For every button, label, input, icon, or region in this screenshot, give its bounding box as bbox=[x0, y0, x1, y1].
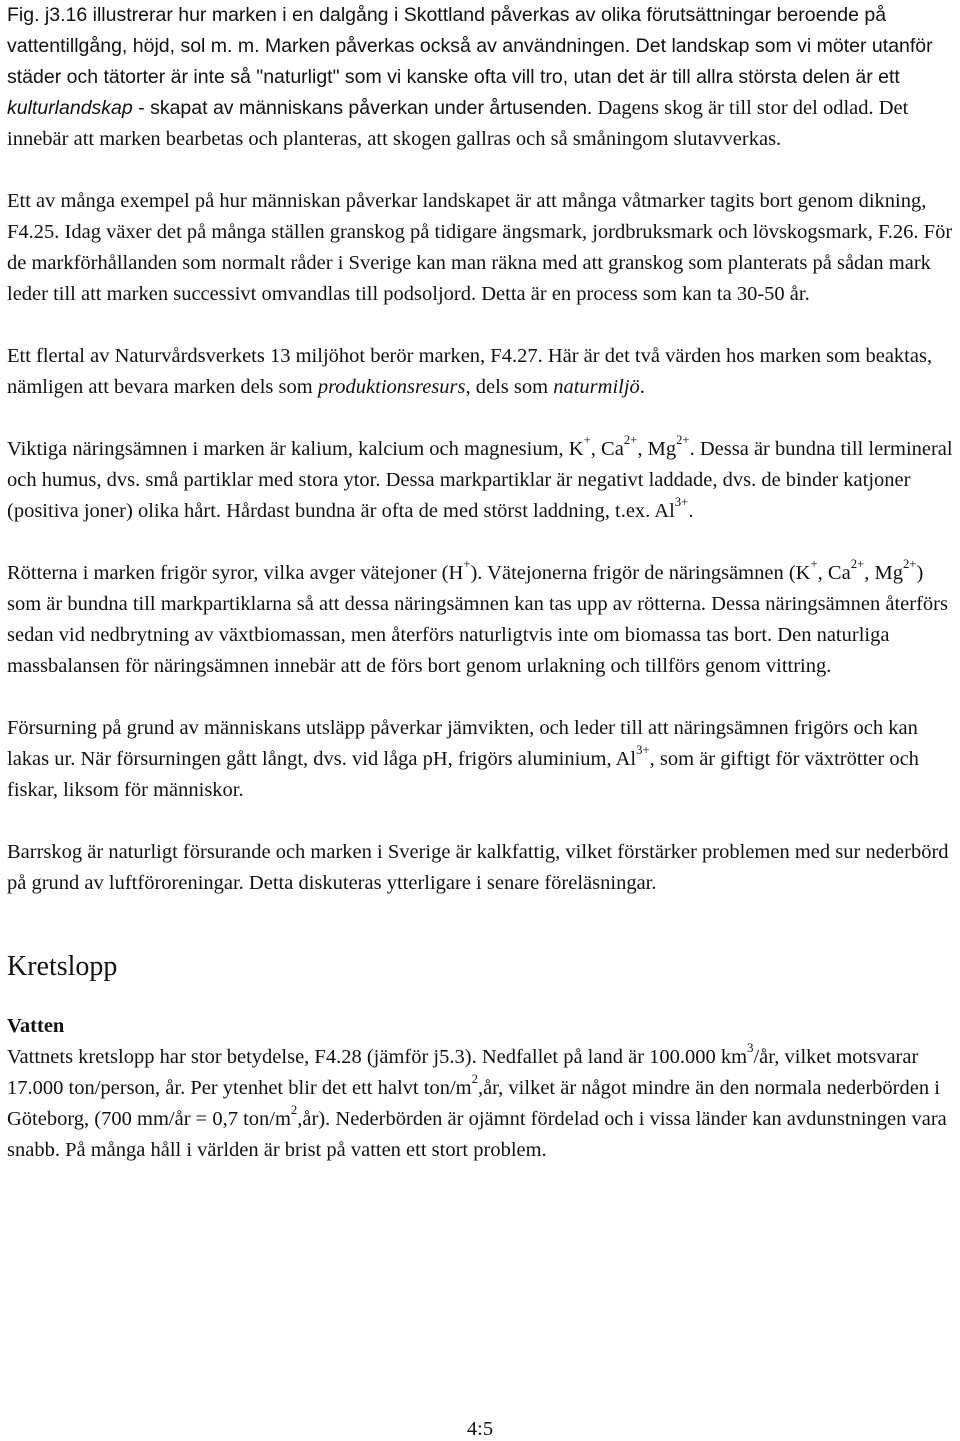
superscript: 3+ bbox=[636, 743, 650, 757]
text-span: . bbox=[688, 500, 694, 522]
text-span: Viktiga näringsämnen i marken är kalium, kalcium och magnesium, K bbox=[7, 438, 584, 460]
text-span: , Mg bbox=[864, 562, 903, 584]
heading-kretslopp: Kretslopp bbox=[7, 951, 118, 982]
text-span: , dels som bbox=[465, 376, 554, 398]
superscript: 2+ bbox=[902, 557, 917, 571]
text-span: /år, vilket motsvarar 17.000 ton/person, år. Per ytenhet blir det ett halvt ton/m bbox=[7, 1046, 919, 1099]
text-span: , Ca bbox=[590, 438, 624, 460]
italic-term-naturmiljo: naturmiljö bbox=[553, 376, 640, 398]
paragraph-barrskog: Barrskog är naturligt försurande och marken i Sverige är kalkfattig, vilket förstärker problemen med sur nederbörd på grund av luftföroreningar. Detta diskuteras ytterligare i senare föreläsningar. bbox=[7, 841, 949, 894]
paragraph-rotterna bbox=[7, 558, 957, 682]
text-span: . bbox=[639, 376, 645, 398]
superscript: + bbox=[583, 433, 591, 447]
heading-vatten: Vatten bbox=[7, 1015, 65, 1037]
page-number: 4:5 bbox=[466, 1418, 494, 1440]
text-span: ). Vätejonerna frigör de näringsämnen (K bbox=[470, 562, 811, 584]
text-span: . Dessa är bundna till lermineral och humus, dvs. små partiklar med stora ytor. Dessa markpartiklar är negativt laddade, dvs. de binder katjoner (positiva joner) olika hårt. Hårdast bundna är ofta de med störst laddning, t.ex. Al bbox=[7, 438, 953, 522]
superscript: 3 bbox=[747, 1041, 754, 1055]
document-page bbox=[7, 0, 957, 1197]
superscript: 2+ bbox=[850, 557, 865, 571]
paragraph-vatmarker: Ett av många exempel på hur människan påverkar landskapet är att många våtmarker tagits bort genom dikning, F4.25. Idag växer det på många ställen granskog på tidigare ängsmark, jordbruksmark och lövskogsmark, F.26. För de markförhållanden som normalt råder i Sverige kan man räkna med att granskog som planterats på sådan mark leder till att marken successivt omvandlas till podsoljord. Detta är en process som kan ta 30-50 år. bbox=[7, 190, 953, 305]
superscript: 2 bbox=[471, 1072, 478, 1086]
paragraph-vatten bbox=[7, 1042, 957, 1166]
superscript: 2+ bbox=[623, 433, 638, 447]
italic-term-produktionsresurs: produktionsresurs bbox=[317, 376, 466, 398]
superscript: + bbox=[463, 557, 471, 571]
text-span: , som är giftigt för växtrötter och fiskar, liksom för människor. bbox=[7, 748, 919, 801]
superscript: 3+ bbox=[674, 495, 689, 509]
paragraph-intro bbox=[7, 0, 957, 155]
paragraph-naringsamnen bbox=[7, 434, 957, 527]
text-span: , Mg bbox=[637, 438, 677, 460]
text-span: Rötterna i marken frigör syror, vilka avger vätejoner (H bbox=[7, 562, 464, 584]
text-span: Fig. j3.16 illustrerar hur marken i en dalgång i Skottland påverkas av olika förutsättningar beroende på vattentillgång, höjd, sol m. m. Marken påverkas också av användningen. Det landskap som vi möter utanför städer och tätorter är inte så "naturligt" som vi kanske ofta vill tro, utan det är till allra största delen är ett bbox=[7, 4, 933, 88]
text-span: , Ca bbox=[817, 562, 851, 584]
text-span: Dagens skog är till stor del odlad. bbox=[592, 97, 874, 119]
text-span: ,år, vilket är något mindre än den normala nederbörden i Göteborg, (700 mm/år = 0,7 ton/m bbox=[7, 1077, 940, 1130]
text-span: ) som är bundna till markpartiklarna så att dessa näringsämnen kan tas upp av rötterna. Dessa näringsämnen återförs sedan vid nedbrytning av växtbiomassan, men återförs naturligtvis inte om biomassa tas bort. Den naturliga massbalansen för näringsämnen innebär att de förs bort genom urlakning och tillförs genom vittring. bbox=[7, 562, 948, 677]
paragraph-miljohot bbox=[7, 341, 957, 403]
text-span: Det innebär att marken bearbetas och planteras, att skogen gallras och så småningom slutavverkas. bbox=[7, 97, 909, 150]
text-span: Ett flertal av Naturvårdsverkets 13 miljöhot berör marken, F4.27. Här är det två värden hos marken som beaktas, nämligen att bevara marken dels som bbox=[7, 345, 933, 398]
text-span: ,år). Nederbörden är ojämnt fördelad och i vissa länder kan avdunstningen vara snabb. På många håll i världen är brist på vatten ett stort problem. bbox=[7, 1108, 947, 1161]
superscript: 2 bbox=[290, 1103, 298, 1117]
italic-term-kulturlandskap: kulturlandskap bbox=[7, 97, 133, 119]
paragraph-forsurning bbox=[7, 713, 957, 806]
text-span: Vattnets kretslopp har stor betydelse, F4.28 (jämför j5.3). Nedfallet på land är 100.000 km bbox=[7, 1046, 748, 1068]
superscript: + bbox=[810, 557, 818, 571]
text-span: Försurning på grund av människans utsläpp påverkar jämvikten, och leder till att näringsämnen frigörs och kan lakas ur. När försurningen gått långt, dvs. vid låga pH, frigörs aluminium, Al bbox=[7, 717, 918, 770]
superscript: 2+ bbox=[676, 433, 690, 447]
text-span: - skapat av människans påverkan under årtusenden. bbox=[132, 97, 593, 119]
